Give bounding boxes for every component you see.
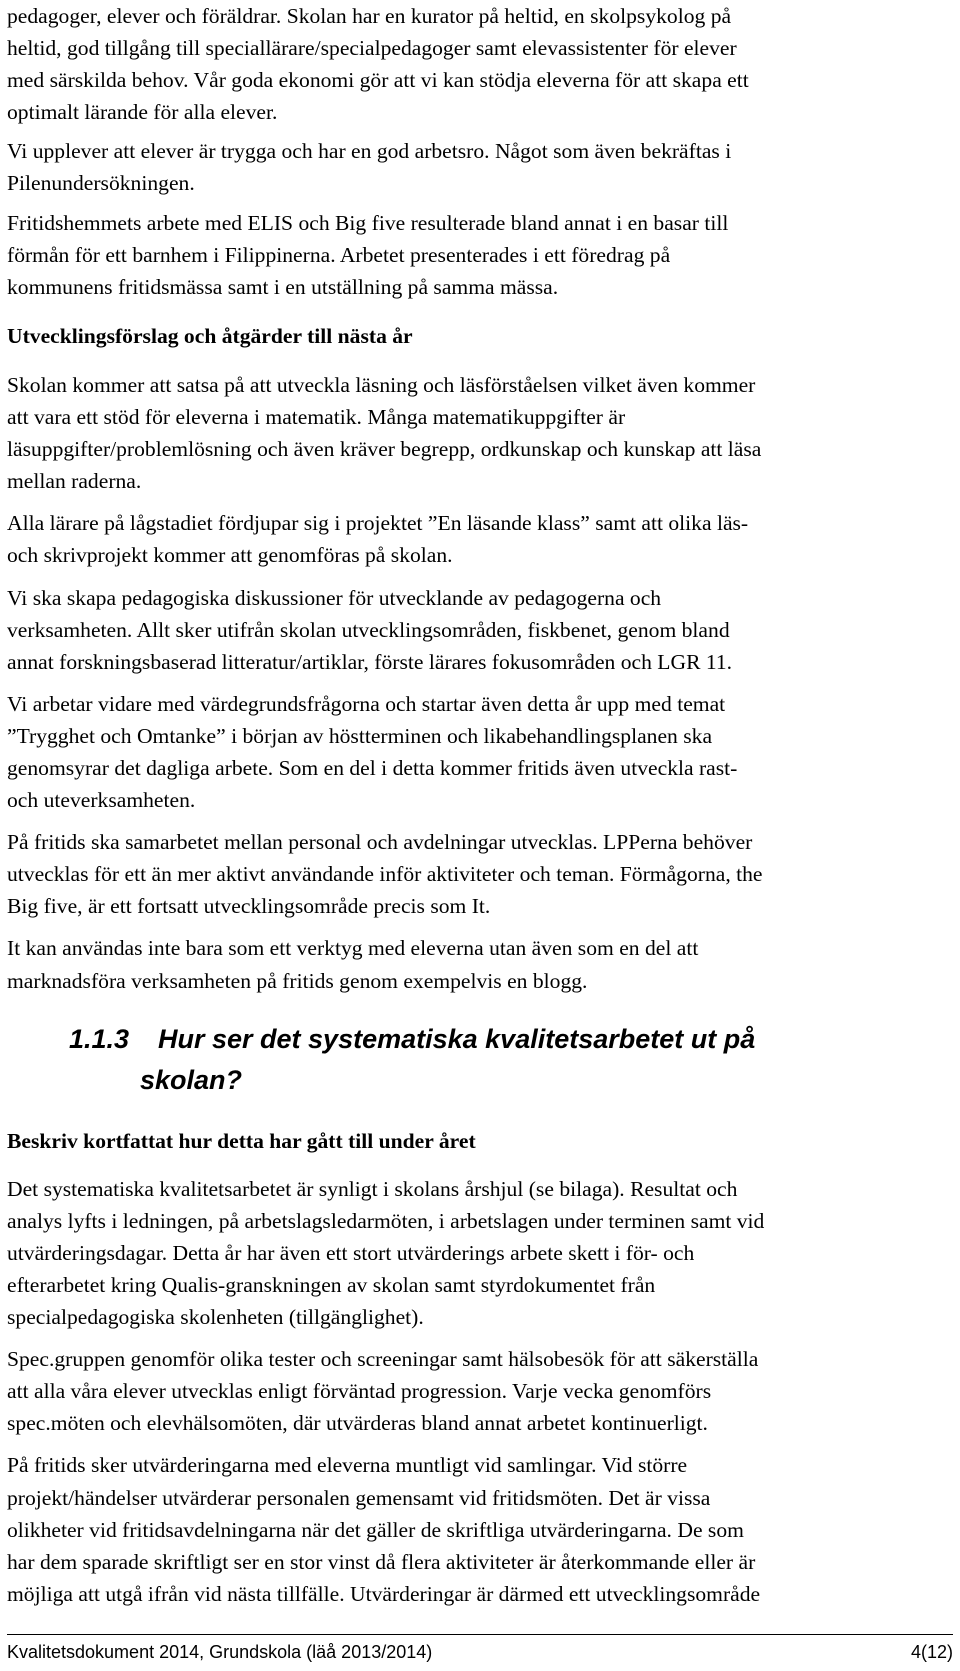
section-number: 1.1.3 (69, 1023, 130, 1054)
text-line: förmån för ett barnhem i Filippinerna. Arbetet presenterades i ett föredrag på (7, 242, 671, 267)
development-text-block (7, 369, 952, 997)
paragraph-it (7, 932, 952, 996)
text-line: att alla våra elever utvecklas enligt förväntad progression. Varje vecka genomförs (7, 1379, 712, 1404)
paragraph-special-group (7, 1343, 952, 1439)
text-line: kommunens fritidsmässa samt i en utställning på samma mässa. (7, 274, 559, 299)
describe-text-block (7, 1173, 952, 1610)
text-line: Pilenundersökningen. (7, 171, 195, 196)
text-line: annat forskningsbaserad litteratur/artiklar, förste lärares fokusområden och LGR 11. (7, 649, 733, 674)
section-title-line-2: skolan? (140, 1064, 243, 1095)
page-footer (7, 1634, 953, 1664)
text-line: ”Trygghet och Omtanke” i början av höstterminen och likabehandlingsplanen ska (7, 723, 713, 748)
text-line: På fritids sker utvärderingarna med eleverna muntligt vid samlingar. Vid större (7, 1453, 688, 1478)
paragraph-pedagogical-discussions (7, 582, 952, 678)
paragraph-leisure-evaluation (7, 1449, 952, 1609)
text-line: olikheter vid fritidsavdelningarna när det gäller de skriftliga utvärderingarna. De som (7, 1517, 744, 1542)
text-line: har dem sparade skriftligt ser en stor vinst då flera aktiviteter är återkommande eller är (7, 1549, 756, 1574)
text-line: marknadsföra verksamheten på fritids genom exempelvis en blogg. (7, 968, 588, 993)
text-line: Vi arbetar vidare med värdegrundsfrågorna och startar även detta år upp med temat (7, 691, 726, 716)
text-line: Alla lärare på lågstadiet fördjupar sig i projektet ”En läsande klass” samt att olika läs- (7, 511, 749, 536)
footer-document-title: Kvalitetsdokument 2014, Grundskola (läå 2013/2014) (7, 1642, 433, 1662)
footer-page-number: 4(12) (910, 1642, 953, 1662)
text-line: att vara ett stöd för eleverna i matematik. Många matematikuppgifter är (7, 405, 626, 430)
top-text-block (7, 0, 952, 303)
paragraph-safety (7, 135, 952, 199)
text-line: Fritidshemmets arbete med ELIS och Big five resulterade bland annat i en basar till (7, 210, 729, 235)
paragraph-leisure-centre (7, 207, 952, 303)
text-line: genomsyrar det dagliga arbete. Som en del i detta kommer fritids även utveckla rast- (7, 755, 738, 780)
text-line: mellan raderna. (7, 469, 142, 494)
paragraph-quality-work (7, 1173, 952, 1333)
text-line: möjliga att utgå ifrån vid nästa tillfälle. Utvärderingar är därmed ett utvecklingsområde (7, 1581, 761, 1606)
text-line: verksamheten. Allt sker utifrån skolan utvecklingsområden, fiskbenet, genom bland (7, 617, 730, 642)
text-line: heltid, god tillgång till speciallärare/specialpedagoger samt elevassistenter för elever (7, 36, 737, 61)
text-line: och skrivprojekt kommer att genomföras på skolan. (7, 543, 453, 568)
document-page (7, 0, 952, 1610)
paragraph-core-values (7, 688, 952, 816)
text-line: optimalt lärande för alla elever. (7, 100, 278, 125)
text-line: Vi ska skapa pedagogiska diskussioner för utvecklande av pedagogerna och (7, 585, 662, 610)
heading-describe: Beskriv kortfattat hur detta har gått till under året (7, 1128, 476, 1153)
text-line: utvärderingsdagar. Detta år har även ett stort utvärderings arbete skett i för- och (7, 1240, 695, 1265)
text-line: Spec.gruppen genomför olika tester och screeningar samt hälsobesök för att säkerställa (7, 1347, 759, 1372)
text-line: projekt/händelser utvärderar personalen gemensamt vid fritidsmöten. Det är vissa (7, 1485, 711, 1510)
paragraph-reading-project (7, 507, 952, 571)
heading-development: Utvecklingsförslag och åtgärder till nästa år (7, 323, 413, 348)
text-line: och uteverksamheten. (7, 788, 196, 813)
text-line: spec.möten och elevhälsomöten, där utvärderas bland annat arbetet kontinuerligt. (7, 1411, 708, 1436)
text-line: med särskilda behov. Vår goda ekonomi gör att vi kan stödja eleverna för att skapa ett (7, 68, 749, 93)
text-line: pedagoger, elever och föräldrar. Skolan har en kurator på heltid, en skolpsykolog på (7, 4, 732, 28)
text-line: Vi upplever att elever är trygga och har en god arbetsro. Något som även bekräftas i (7, 139, 732, 164)
section-title-line-1: Hur ser det systematiska kvalitetsarbetet ut på (158, 1023, 756, 1054)
paragraph-leisure-cooperation (7, 826, 952, 922)
text-line: specialpedagogiska skolenheten (tillgänglighet). (7, 1305, 424, 1330)
text-line: Skolan kommer att satsa på att utveckla läsning och läsförståelsen vilket även kommer (7, 372, 756, 397)
text-line: Big five, är ett fortsatt utvecklingsområde precis som It. (7, 894, 491, 919)
section-heading (69, 1019, 952, 1101)
text-line: Det systematiska kvalitetsarbetet är synligt i skolans årshjul (se bilaga). Resultat och (7, 1176, 738, 1201)
text-line: efterarbetet kring Qualis-granskningen av skolan samt styrdokumentet från (7, 1273, 656, 1297)
text-line: På fritids ska samarbetet mellan personal och avdelningar utvecklas. LPPerna behöver (7, 830, 753, 855)
text-line: utvecklas för ett än mer aktivt användande inför aktiviteter och teman. Förmågorna, the (7, 862, 763, 887)
text-line: It kan användas inte bara som ett verktyg med eleverna utan även som en del att (7, 936, 699, 961)
paragraph-reading (7, 369, 952, 497)
text-line: läsuppgifter/problemlösning och även kräver begrepp, ordkunskap och kunskap att läsa (7, 437, 762, 462)
paragraph-staffing (7, 0, 952, 128)
text-line: analys lyfts i ledningen, på arbetslagsledarmöten, i arbetslagen under terminen samt vid (7, 1208, 765, 1233)
